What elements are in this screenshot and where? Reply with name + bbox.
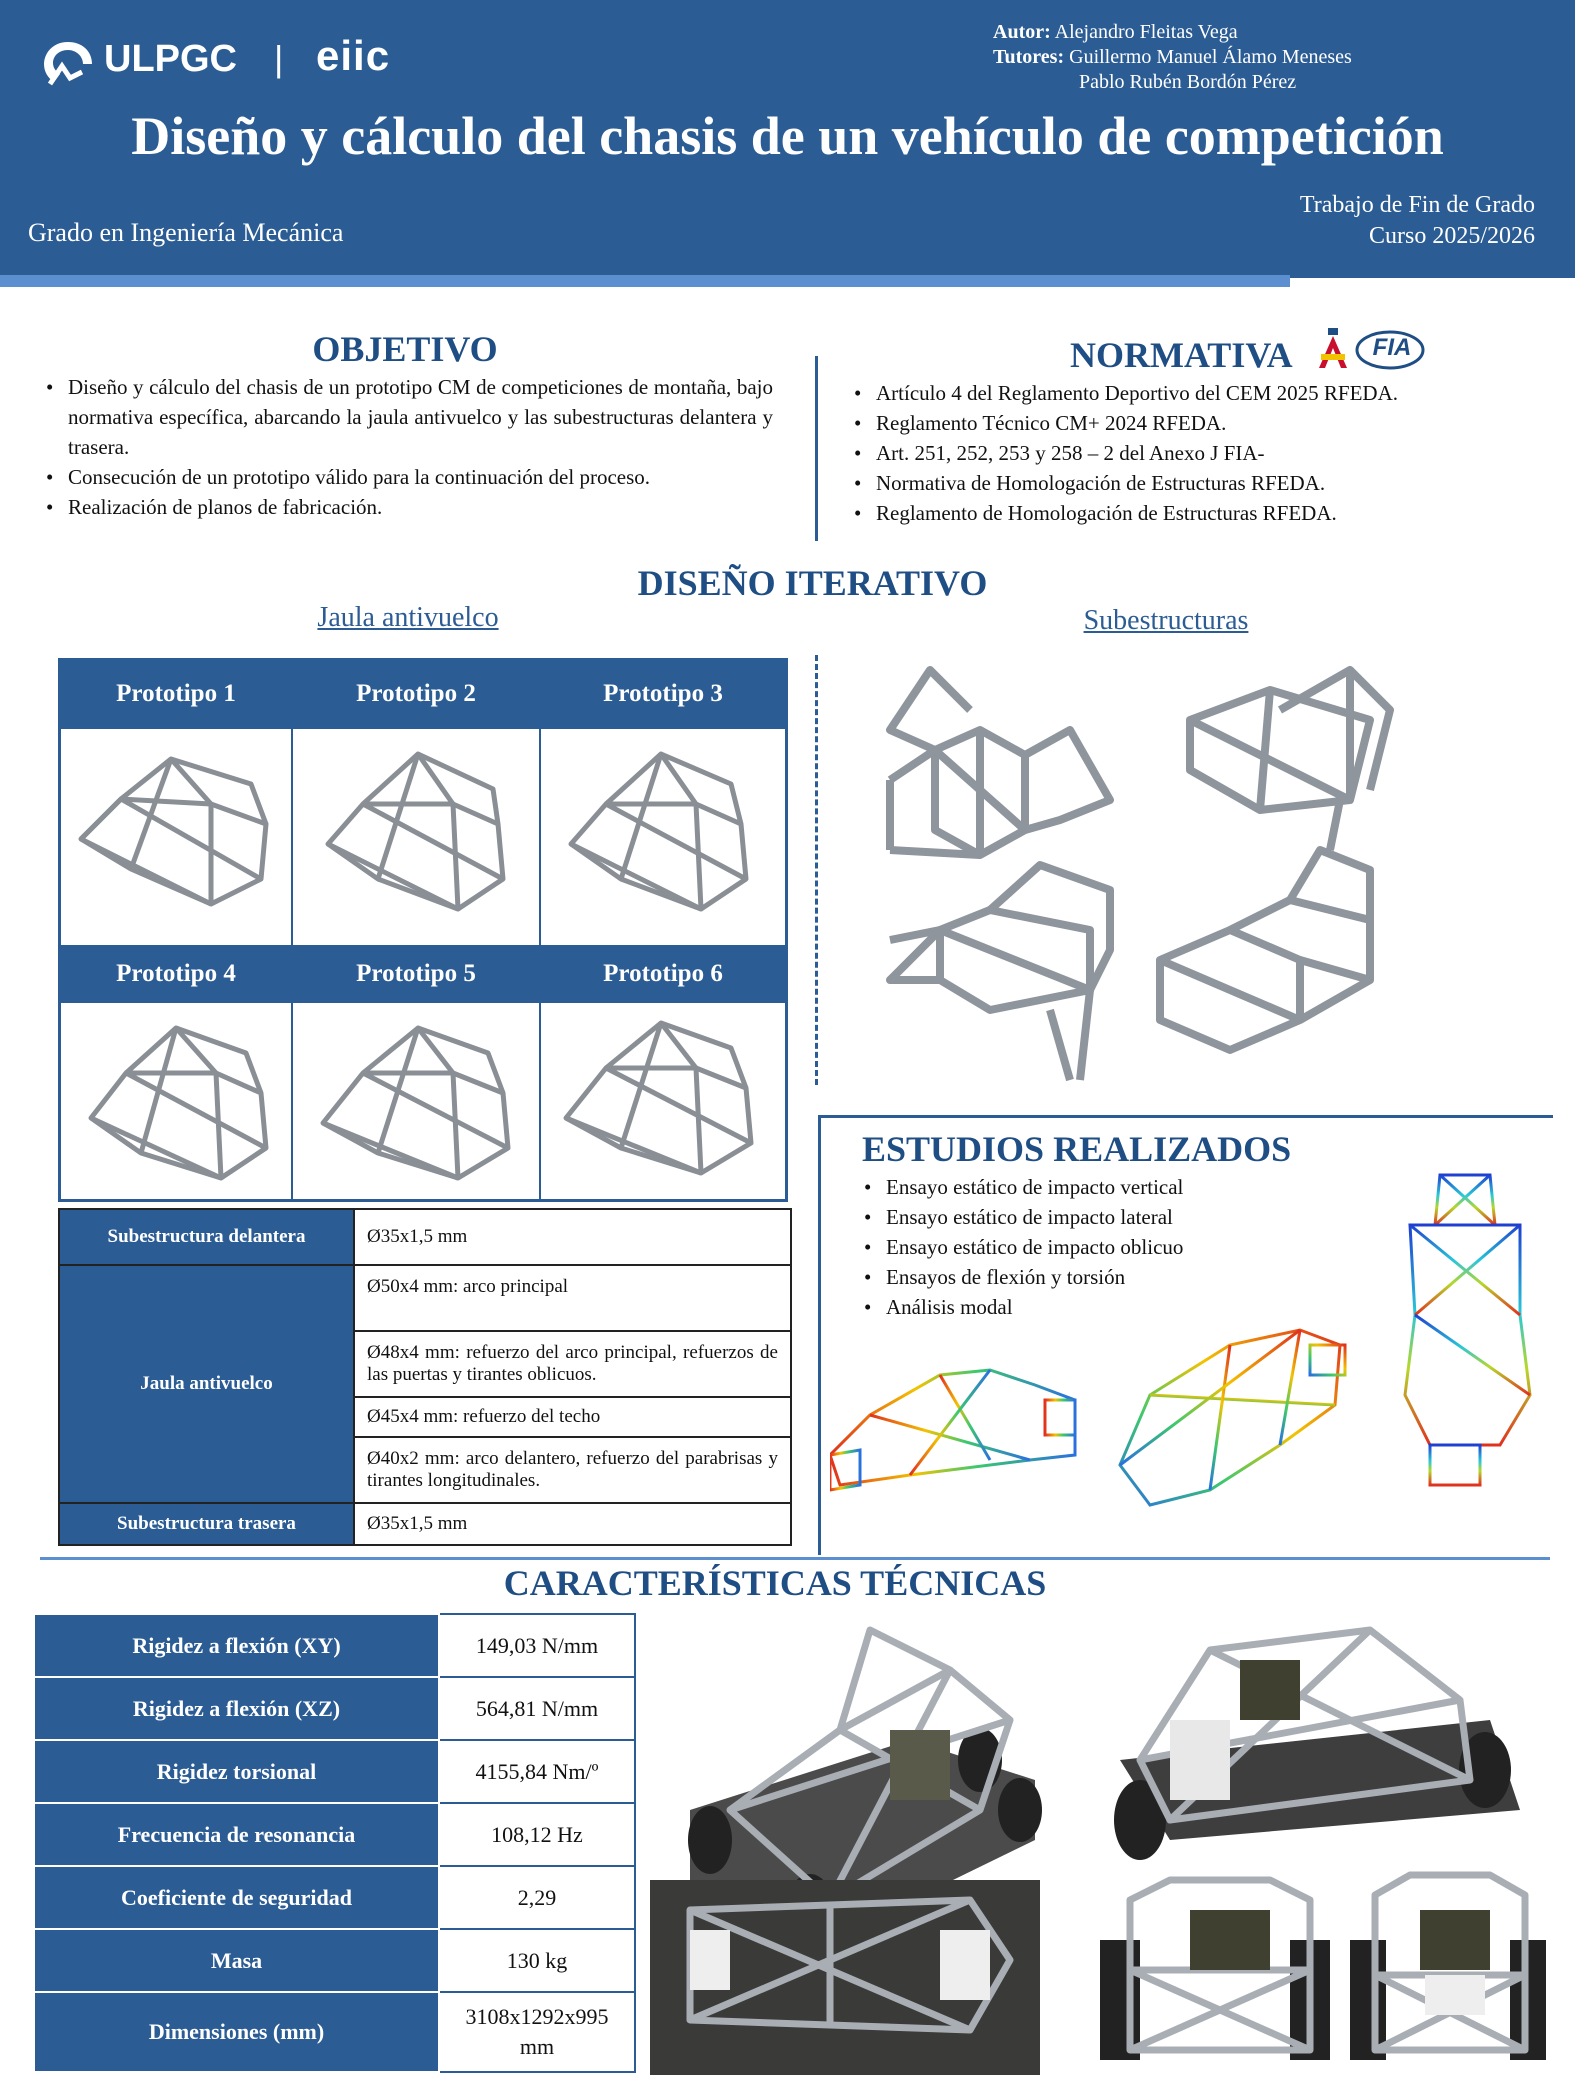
char-value: 130 kg bbox=[439, 1929, 635, 1992]
tfg-line-2: Curso 2025/2026 bbox=[1368, 223, 1535, 249]
list-item: • Normativa de Homologación de Estructuras RFEDA. bbox=[846, 468, 1546, 498]
table-row bbox=[34, 1677, 635, 1740]
char-value: 108,12 Hz bbox=[439, 1803, 635, 1866]
list-item: • Consecución de un prototipo válido para la continuación del proceso. bbox=[38, 462, 773, 492]
tutors-label: Tutores: bbox=[993, 46, 1065, 68]
rear-substructure-label: Subestructura trasera bbox=[59, 1503, 354, 1545]
rfeda-logo-icon bbox=[1315, 328, 1351, 370]
section-separator bbox=[40, 1557, 1550, 1560]
table-row bbox=[34, 1992, 635, 2072]
cage-value-1: Ø50x4 mm: arco principal bbox=[354, 1265, 791, 1331]
tfg-info bbox=[1300, 190, 1535, 252]
list-item: • Art. 251, 252, 253 y 258 – 2 del Anexo J FIA- bbox=[846, 438, 1546, 468]
prototype-image-3 bbox=[540, 728, 786, 946]
char-label: Rigidez a flexión (XZ) bbox=[34, 1677, 439, 1740]
tutor-1: Guillermo Manuel Álamo Meneses bbox=[1069, 46, 1352, 68]
char-label: Masa bbox=[34, 1929, 439, 1992]
estudios-title: ESTUDIOS REALIZADOS bbox=[862, 1129, 1292, 1169]
list-item: • Diseño y cálculo del chasis de un prototipo CM de competiciones de montaña, bajo normativa específica, abarcando la jaula antivuelco y las subestructuras delantera y trasera. bbox=[38, 372, 773, 462]
chassis-render-images bbox=[650, 1610, 1550, 2080]
table-row bbox=[59, 1503, 791, 1545]
table-row bbox=[34, 1740, 635, 1803]
char-label: Coeficiente de seguridad bbox=[34, 1866, 439, 1929]
char-value: 3108x1292x995 mm bbox=[439, 1992, 635, 2072]
logo-separator: | bbox=[274, 38, 284, 79]
poster-title: Diseño y cálculo del chasis de un vehículo de competición bbox=[131, 106, 1444, 166]
chassis-wireframe-icon bbox=[293, 729, 539, 945]
chassis-wireframe-icon bbox=[61, 729, 291, 945]
logo-eiic-text: eiic bbox=[316, 32, 391, 79]
jaula-subtitle: Jaula antivuelco bbox=[317, 602, 499, 633]
front-substructure-value: Ø35x1,5 mm bbox=[354, 1209, 791, 1265]
list-item: • Reglamento de Homologación de Estructuras RFEDA. bbox=[846, 498, 1546, 528]
rear-substructure-value: Ø35x1,5 mm bbox=[354, 1503, 791, 1545]
ulpgc-logo bbox=[38, 32, 438, 86]
author-label: Autor: bbox=[993, 21, 1051, 43]
front-substructure-label: Subestructura delantera bbox=[59, 1209, 354, 1265]
chassis-wireframe-icon bbox=[61, 1003, 291, 1199]
prototype-image-2 bbox=[292, 728, 540, 946]
char-label: Dimensiones (mm) bbox=[34, 1992, 439, 2072]
normativa-list bbox=[846, 378, 1546, 528]
prototype-header-1: Prototipo 1 bbox=[60, 660, 292, 728]
degree-name: Grado en Ingeniería Mecánica bbox=[28, 218, 344, 247]
char-label: Frecuencia de resonancia bbox=[34, 1803, 439, 1866]
chassis-wireframe-icon bbox=[541, 1003, 785, 1199]
dashed-divider bbox=[815, 655, 818, 1085]
prototype-image-6 bbox=[540, 1002, 786, 1200]
substructures-images bbox=[850, 650, 1550, 1100]
estudios-divider-v bbox=[818, 1115, 821, 1555]
cage-label: Jaula antivuelco bbox=[59, 1265, 354, 1503]
table-row bbox=[59, 1209, 791, 1265]
fea-results-images bbox=[830, 1145, 1550, 1545]
char-value: 564,81 N/mm bbox=[439, 1677, 635, 1740]
list-item: • Artículo 4 del Reglamento Deportivo del CEM 2025 RFEDA. bbox=[846, 378, 1546, 408]
list-item: • Ensayos de flexión y torsión bbox=[856, 1262, 1336, 1292]
list-item: • Ensayo estático de impacto oblicuo bbox=[856, 1232, 1336, 1262]
prototype-image-5 bbox=[292, 1002, 540, 1200]
caracteristicas-title: CARACTERÍSTICAS TÉCNICAS bbox=[503, 1563, 1047, 1603]
prototype-grid bbox=[58, 658, 788, 1202]
table-row bbox=[34, 1614, 635, 1677]
prototype-header-2: Prototipo 2 bbox=[292, 660, 540, 728]
chassis-wireframe-icon bbox=[293, 1003, 539, 1199]
char-value: 2,29 bbox=[439, 1866, 635, 1929]
chassis-wireframe-icon bbox=[541, 729, 785, 945]
authors-block bbox=[993, 20, 1553, 95]
list-item: • Realización de planos de fabricación. bbox=[38, 492, 773, 522]
characteristics-table bbox=[33, 1613, 636, 2073]
prototype-header-6: Prototipo 6 bbox=[540, 946, 786, 1002]
char-value: 149,03 N/mm bbox=[439, 1614, 635, 1677]
char-label: Rigidez a flexión (XY) bbox=[34, 1614, 439, 1677]
subestructuras-subtitle: Subestructuras bbox=[1083, 605, 1249, 636]
table-row bbox=[59, 1265, 791, 1331]
section-divider bbox=[815, 356, 818, 541]
ulpgc-logo-icon bbox=[38, 38, 98, 88]
table-row bbox=[34, 1929, 635, 1992]
cage-value-2: Ø48x4 mm: refuerzo del arco principal, refuerzos de las puertas y tirantes oblicuos. bbox=[354, 1331, 791, 1397]
diseno-title: DISEÑO ITERATIVO bbox=[637, 563, 988, 603]
author-name: Alejandro Fleitas Vega bbox=[1054, 21, 1238, 43]
cage-value-3: Ø45x4 mm: refuerzo del techo bbox=[354, 1397, 791, 1437]
header-accent-strip bbox=[0, 275, 1290, 287]
prototype-header-5: Prototipo 5 bbox=[292, 946, 540, 1002]
prototype-image-1 bbox=[60, 728, 292, 946]
tutor-2: Pablo Rubén Bordón Pérez bbox=[1079, 71, 1297, 93]
list-item: • Ensayo estático de impacto vertical bbox=[856, 1172, 1336, 1202]
list-item: • Reglamento Técnico CM+ 2024 RFEDA. bbox=[846, 408, 1546, 438]
tfg-line-1: Trabajo de Fin de Grado bbox=[1299, 192, 1535, 218]
estudios-divider-h bbox=[818, 1115, 1553, 1118]
char-value: 4155,84 Nm/º bbox=[439, 1740, 635, 1803]
prototype-header-3: Prototipo 3 bbox=[540, 660, 786, 728]
table-row bbox=[34, 1803, 635, 1866]
list-item: • Ensayo estático de impacto lateral bbox=[856, 1202, 1336, 1232]
logo-ulpgc-text: ULPGC bbox=[104, 38, 237, 80]
table-row bbox=[34, 1866, 635, 1929]
objetivo-list bbox=[38, 372, 773, 522]
cage-value-4: Ø40x2 mm: arco delantero, refuerzo del parabrisas y tirantes longitudinales. bbox=[354, 1437, 791, 1503]
prototype-header-4: Prototipo 4 bbox=[60, 946, 292, 1002]
normativa-header bbox=[1060, 330, 1460, 380]
list-item: • Análisis modal bbox=[856, 1292, 1336, 1322]
tube-spec-table bbox=[58, 1208, 792, 1546]
objetivo-title: OBJETIVO bbox=[312, 329, 498, 369]
normativa-title: NORMATIVA bbox=[1070, 335, 1293, 375]
prototype-image-4 bbox=[60, 1002, 292, 1200]
fia-logo-text: FIA bbox=[1372, 334, 1412, 361]
char-label: Rigidez torsional bbox=[34, 1740, 439, 1803]
